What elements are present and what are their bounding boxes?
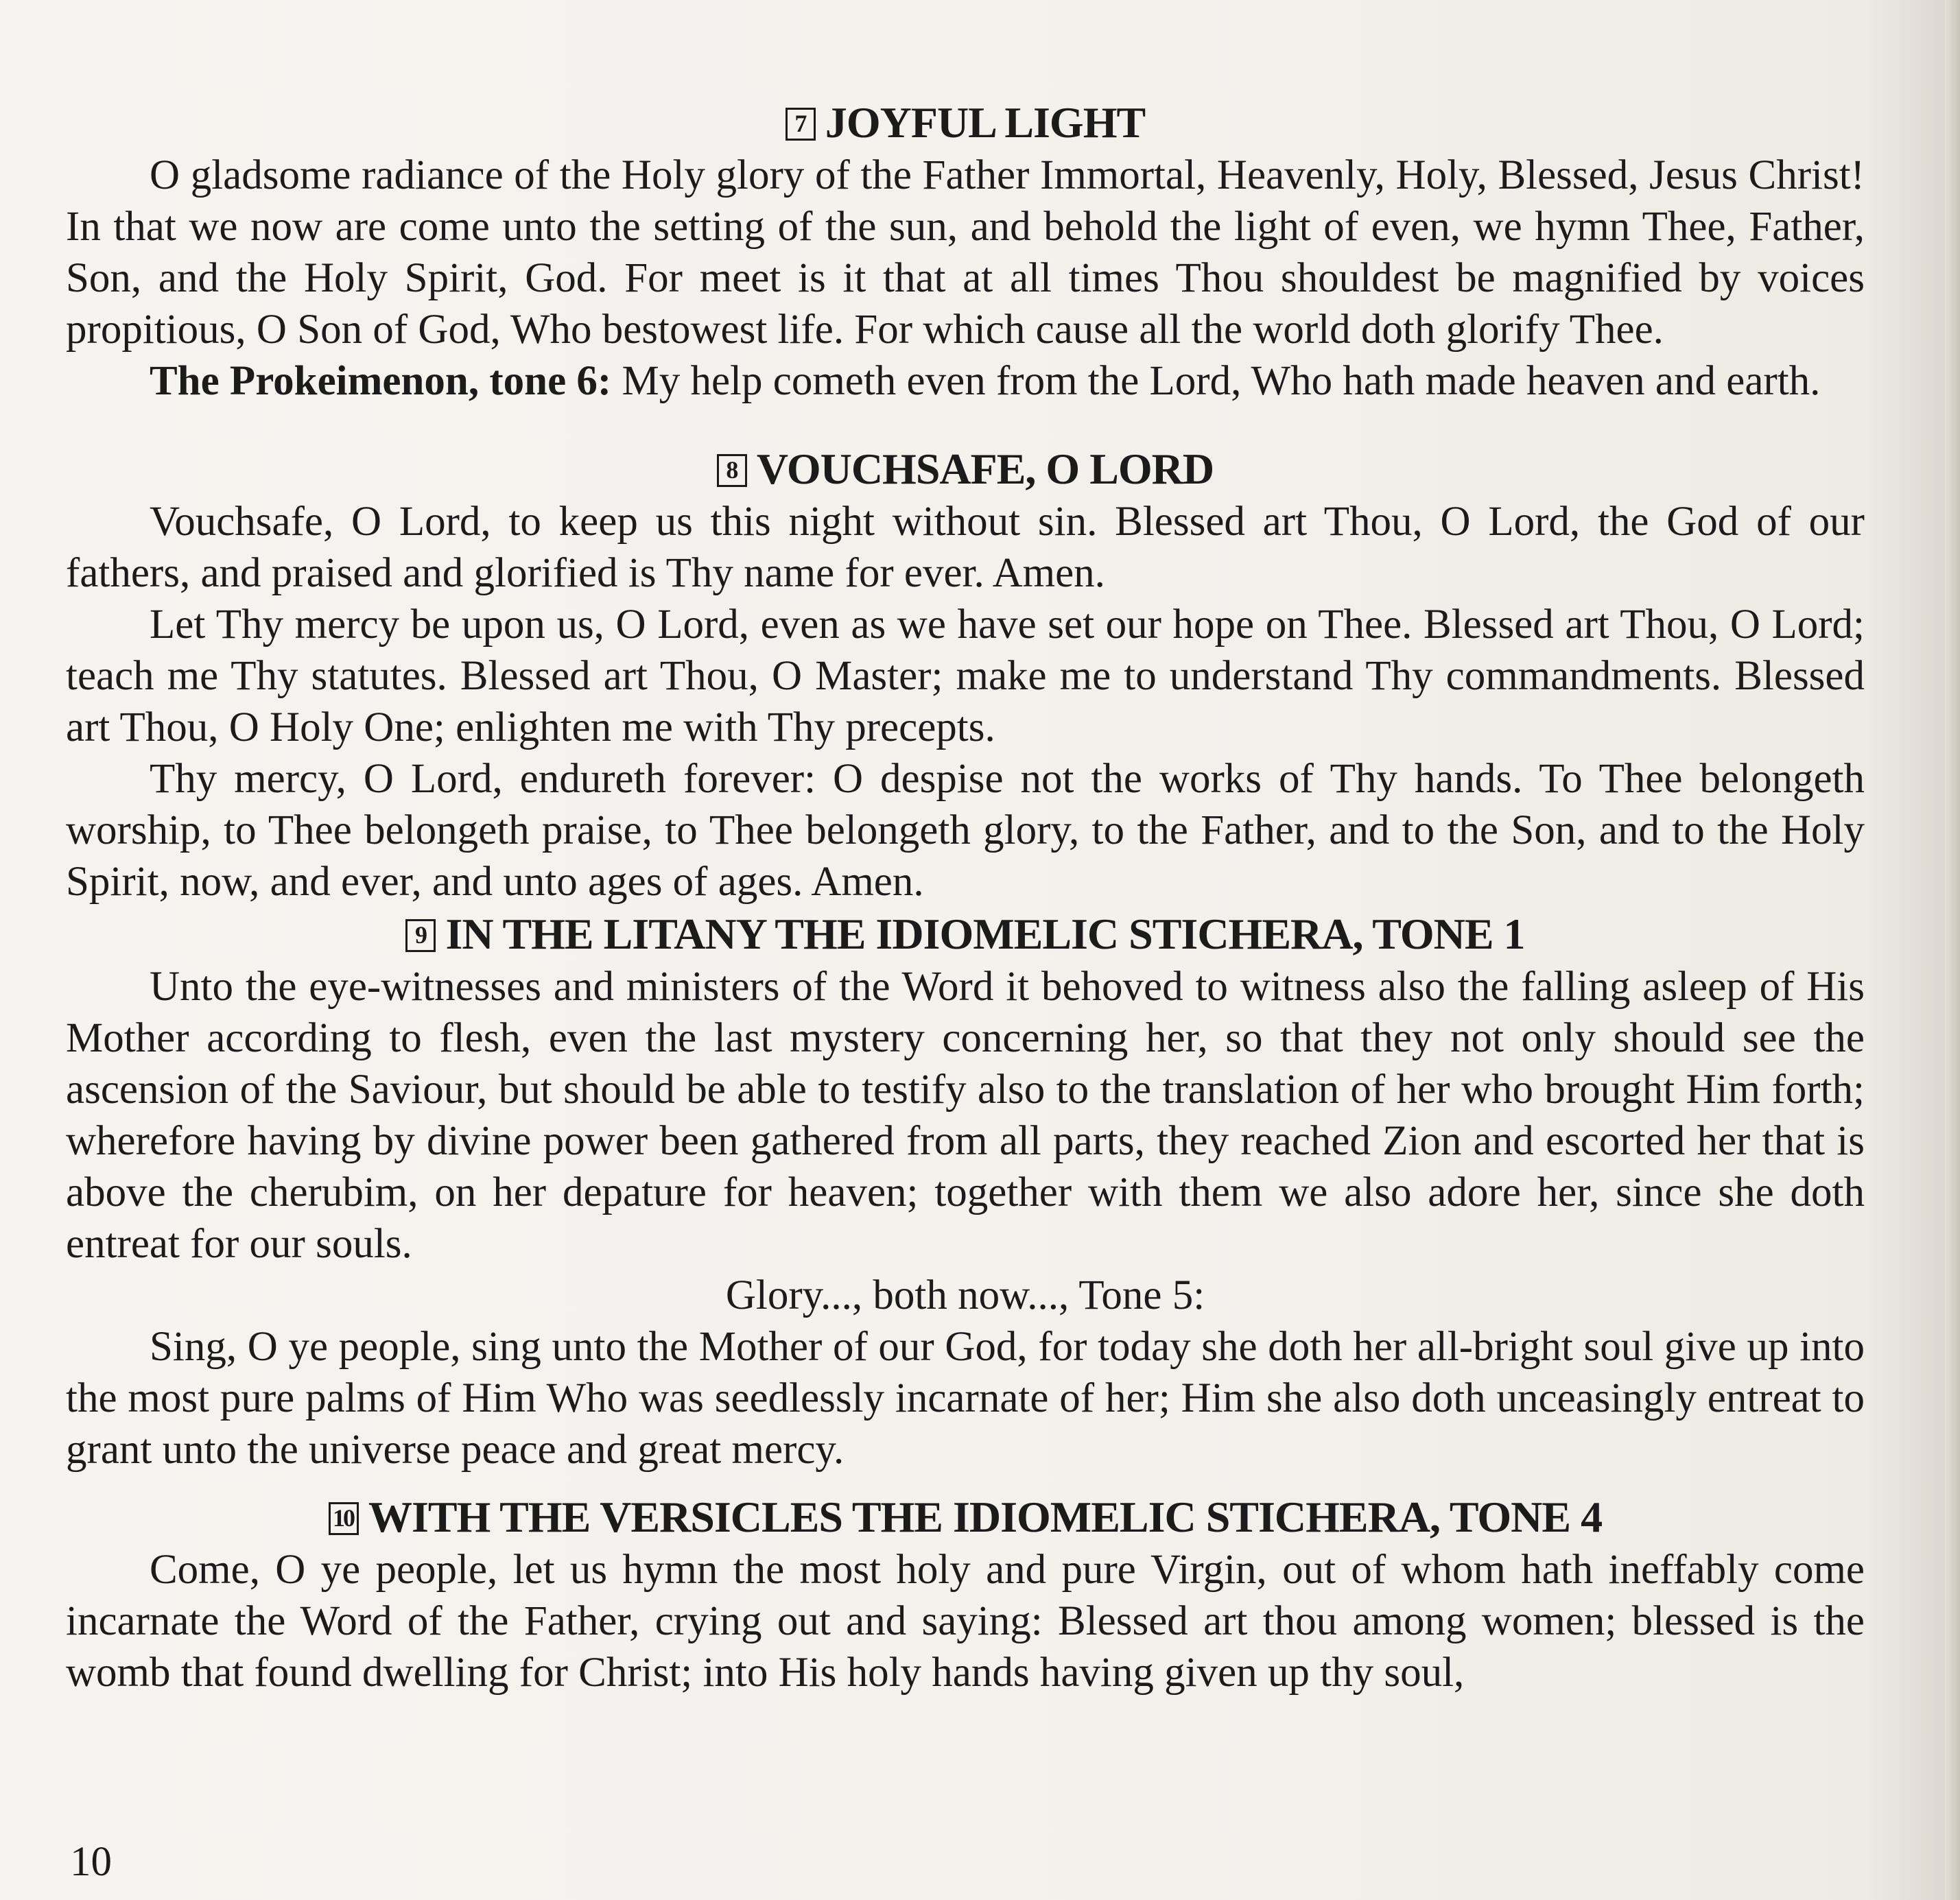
section-heading [66, 1491, 1865, 1544]
section-title: WITH THE VERSICLES THE IDIOMELIC STICHERA, TONE 4 [368, 1493, 1603, 1541]
track-number-box: 10 [329, 1502, 359, 1535]
paragraph: Come, O ye people, let us hymn the most holy and pure Virgin, out of whom hath ineffably come incarnate the Word of the Father, crying out and saying: Blessed art thou among women; blessed is the womb that found dwelling for Christ; into His holy hands having given up thy soul, [66, 1547, 1865, 1696]
track-number-box: 9 [405, 919, 436, 952]
paragraph: Sing, O ye people, sing unto the Mother of our God, for today she doth her all-bright soul give up into the most pure palms of Him Who was seedlessly incarnate of her; Him she also doth unceasingly entreat to grant unto the universe peace and great mercy. [66, 1324, 1865, 1473]
paragraph: Unto the eye-witnesses and ministers of the Word it behoved to witness also the falling asleep of His Mother according to flesh, even the last mystery concerning her, so that they not only should see the ascension of the Saviour, but should be able to testify also to the translation of her who brought Him forth; wherefore having by divine power been gathered from all parts, they reached Zion and escorted her that is above the cherubim, on her depature for heaven; together with them we also adore her, since she doth entreat for our souls. [66, 964, 1865, 1267]
section-title: JOYFUL LIGHT [825, 98, 1146, 147]
track-number-box: 8 [717, 454, 747, 487]
paragraph: Let Thy mercy be upon us, O Lord, even as we have set our hope on Thee. Blessed art Thou, O Lord; teach me Thy statutes. Blessed art Thou, O Master; make me to understand Thy commandments. Blessed art Thou, O Holy One; enlighten me with Thy precepts. [66, 602, 1865, 750]
section-title: VOUCHSAFE, O LORD [756, 444, 1214, 493]
prokeimenon-text: My help cometh even from the Lord, Who hath made heaven and earth. [611, 358, 1821, 404]
track-number-box: 7 [786, 108, 816, 141]
prokeimenon-paragraph [66, 355, 1865, 407]
paragraph: Vouchsafe, O Lord, to keep us this night without sin. Blessed art Thou, O Lord, the God of our fathers, and praised and glorified is Thy name for ever. Amen. [66, 499, 1865, 596]
page-edge [1945, 0, 1960, 1900]
section-heading [66, 96, 1865, 150]
paragraph: O gladsome radiance of the Holy glory of the Father Immortal, Heavenly, Holy, Blessed, Jesus Christ! In that we now are come unto the setting of the sun, and behold the light of even, we hymn Thee, Father, Son, and the Holy Spirit, God. For meet is it that at all times Thou shouldest be magnified by voices propitious, O Son of God, Who bestowest life. For which cause all the world doth glorify Thee. [66, 152, 1865, 353]
section-heading [66, 442, 1865, 496]
prokeimenon-label: The Prokeimenon, tone 6: [150, 358, 612, 404]
text-column [66, 96, 1865, 1698]
page-number: 10 [70, 1839, 112, 1885]
section-heading [66, 907, 1865, 961]
glory-line: Glory..., both now..., Tone 5: [725, 1272, 1205, 1318]
section-title: IN THE LITANY THE IDIOMELIC STICHERA, TONE 1 [445, 910, 1525, 958]
paragraph: Thy mercy, O Lord, endureth forever: O despise not the works of Thy hands. To Thee belongeth worship, to Thee belongeth praise, to Thee belongeth glory, to the Father, and to the Son, and to the Holy Spirit, now, and ever, and unto ages of ages. Amen. [66, 756, 1865, 905]
